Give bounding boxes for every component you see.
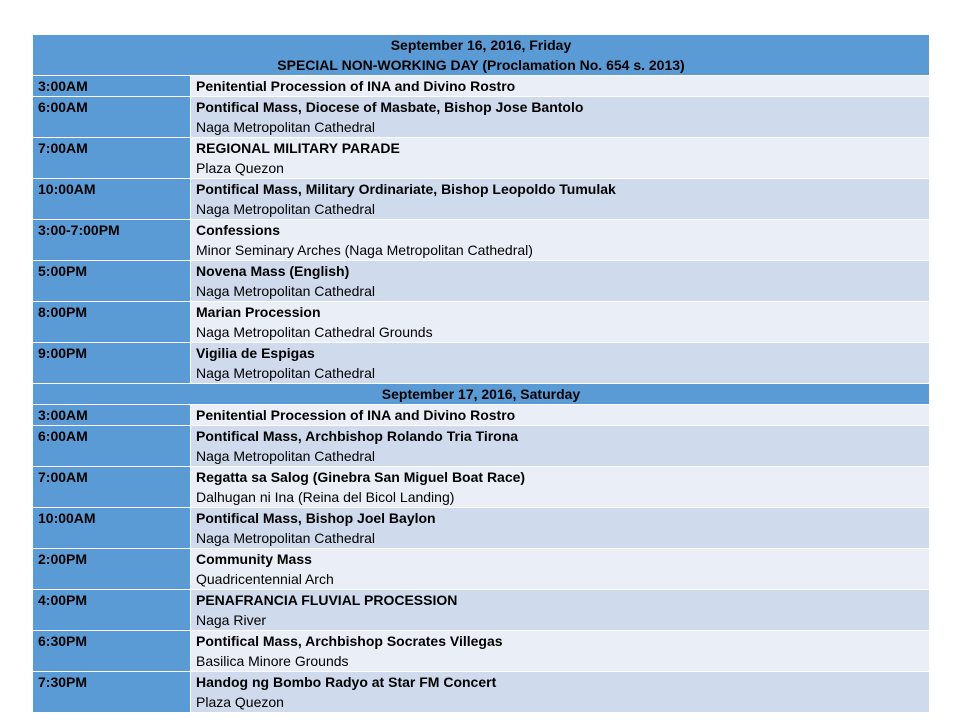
event-row	[33, 76, 930, 97]
event-row	[33, 590, 930, 631]
event-row	[33, 138, 930, 179]
event-row	[33, 508, 930, 549]
event-title: Pontifical Mass, Diocese of Masbate, Bishop Jose Bantolo	[196, 99, 584, 115]
event-row	[33, 426, 930, 467]
event-row	[33, 467, 930, 508]
event-title: Pontifical Mass, Military Ordinariate, Bishop Leopoldo Tumulak	[196, 181, 616, 197]
event-row	[33, 672, 930, 713]
event-venue: Naga River	[196, 612, 267, 628]
event-row	[33, 343, 930, 384]
event-details	[191, 138, 930, 179]
event-venue: Naga Metropolitan Cathedral	[196, 201, 375, 217]
event-details	[191, 672, 930, 713]
day-header	[33, 384, 930, 405]
event-title: PENAFRANCIA FLUVIAL PROCESSION	[196, 592, 458, 608]
event-details	[191, 261, 930, 302]
event-venue: Naga Metropolitan Cathedral	[196, 365, 375, 381]
event-details	[191, 76, 930, 97]
event-details	[191, 343, 930, 384]
event-details	[191, 405, 930, 426]
event-row	[33, 179, 930, 220]
event-venue: Dalhugan ni Ina (Reina del Bicol Landing)	[196, 489, 455, 505]
event-time: 3:00-7:00PM	[33, 220, 191, 261]
event-time: 2:00PM	[33, 549, 191, 590]
event-row	[33, 549, 930, 590]
event-row	[33, 220, 930, 261]
event-time: 5:00PM	[33, 261, 191, 302]
day-note: SPECIAL NON-WORKING DAY (Proclamation No. 654 s. 2013)	[277, 57, 685, 73]
day-date: September 17, 2016, Saturday	[381, 386, 581, 402]
event-title: Pontifical Mass, Archbishop Rolando Tria Tirona	[196, 428, 519, 444]
event-time: 6:30PM	[33, 631, 191, 672]
day-header-cell	[33, 384, 930, 405]
day-header-cell	[33, 35, 930, 76]
event-venue: Quadricentennial Arch	[196, 571, 334, 587]
event-title: Vigilia de Espigas	[196, 345, 315, 361]
event-details	[191, 97, 930, 138]
event-title: Marian Procession	[196, 304, 321, 320]
event-venue: Naga Metropolitan Cathedral	[196, 283, 375, 299]
event-details	[191, 220, 930, 261]
event-details	[191, 631, 930, 672]
event-row	[33, 631, 930, 672]
event-venue: Naga Metropolitan Cathedral	[196, 530, 375, 546]
event-title: Community Mass	[196, 551, 312, 567]
event-time: 6:00AM	[33, 97, 191, 138]
event-time: 10:00AM	[33, 179, 191, 220]
event-time: 7:00AM	[33, 467, 191, 508]
event-venue: Minor Seminary Arches (Naga Metropolitan Cathedral)	[196, 242, 533, 258]
event-title: Novena Mass (English)	[196, 263, 350, 279]
event-title: Penitential Procession of INA and Divino Rostro	[196, 78, 516, 94]
event-time: 6:00AM	[33, 426, 191, 467]
event-venue: Naga Metropolitan Cathedral	[196, 448, 375, 464]
day-date: September 16, 2016, Friday	[390, 37, 572, 53]
event-title: Penitential Procession of INA and Divino Rostro	[196, 407, 516, 423]
event-details	[191, 302, 930, 343]
event-time: 8:00PM	[33, 302, 191, 343]
schedule-body	[33, 35, 930, 713]
event-row	[33, 261, 930, 302]
event-details	[191, 549, 930, 590]
event-venue: Plaza Quezon	[196, 160, 284, 176]
day-header	[33, 35, 930, 76]
event-row	[33, 97, 930, 138]
event-venue: Naga Metropolitan Cathedral	[196, 119, 375, 135]
event-time: 3:00AM	[33, 76, 191, 97]
event-details	[191, 508, 930, 549]
event-title: REGIONAL MILITARY PARADE	[196, 140, 400, 156]
event-title: Regatta sa Salog (Ginebra San Miguel Boat Race)	[196, 469, 526, 485]
event-time: 4:00PM	[33, 590, 191, 631]
schedule-table	[32, 34, 930, 713]
event-title: Confessions	[196, 222, 281, 238]
event-details	[191, 426, 930, 467]
event-time: 10:00AM	[33, 508, 191, 549]
event-time: 7:30PM	[33, 672, 191, 713]
event-details	[191, 467, 930, 508]
event-venue: Naga Metropolitan Cathedral Grounds	[196, 324, 433, 340]
event-row	[33, 302, 930, 343]
event-time: 3:00AM	[33, 405, 191, 426]
event-row	[33, 405, 930, 426]
event-time: 7:00AM	[33, 138, 191, 179]
event-time: 9:00PM	[33, 343, 191, 384]
event-venue: Basilica Minore Grounds	[196, 653, 349, 669]
event-venue: Plaza Quezon	[196, 694, 284, 710]
event-title: Pontifical Mass, Archbishop Socrates Villegas	[196, 633, 503, 649]
event-details	[191, 179, 930, 220]
event-title: Pontifical Mass, Bishop Joel Baylon	[196, 510, 436, 526]
event-details	[191, 590, 930, 631]
event-title: Handog ng Bombo Radyo at Star FM Concert	[196, 674, 497, 690]
